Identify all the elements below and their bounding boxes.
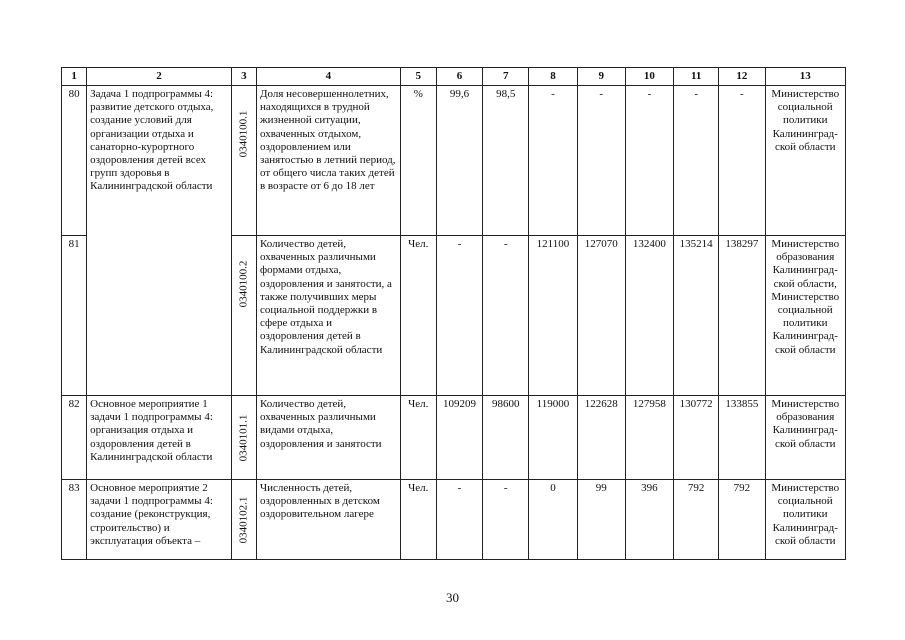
code-cell	[231, 236, 256, 396]
value-cell: 98,5	[483, 86, 529, 236]
value-cell: -	[436, 480, 482, 560]
code-cell	[231, 396, 256, 480]
indicator-cell: Численность детей, оздоровленных в детском оздоровительном лагере	[256, 480, 400, 560]
table-row	[62, 86, 846, 236]
value-cell: -	[674, 86, 719, 236]
header-cell: 10	[625, 68, 673, 86]
task-cell: Основное мероприятие 1 задачи 1 подпрограммы 4: организация отдыха и оздоровления детей в Калининградской области	[87, 396, 232, 480]
value-cell: 0	[529, 480, 577, 560]
code-cell	[231, 480, 256, 560]
task-cell: Основное мероприятие 2 задачи 1 подпрограммы 4: создание (реконструкция, строительство) и эксплуатация объекта –	[87, 480, 232, 560]
value-cell: -	[719, 86, 765, 236]
header-cell: 8	[529, 68, 577, 86]
value-cell: -	[436, 236, 482, 396]
indicator-code: 0340100.1	[237, 110, 250, 158]
value-cell: 792	[719, 480, 765, 560]
value-cell: -	[483, 236, 529, 396]
indicator-cell: Доля несовершеннолетних, находящихся в трудной жизненной ситуации, охваченных отдыхом, оздоровлением или занятостью в летний период, от общего числа таких детей в возрасте от 6 до 18 лет	[256, 86, 400, 236]
value-cell: -	[529, 86, 577, 236]
row-number: 82	[62, 396, 87, 480]
value-cell: 127070	[577, 236, 625, 396]
header-row	[62, 68, 846, 86]
header-cell: 3	[231, 68, 256, 86]
header-cell: 5	[400, 68, 436, 86]
unit-cell: %	[400, 86, 436, 236]
header-cell: 12	[719, 68, 765, 86]
value-cell: 396	[625, 480, 673, 560]
value-cell: 138297	[719, 236, 765, 396]
ministry-cell: Министерство социальной политики Калининград-ской области	[765, 480, 846, 560]
unit-cell: Чел.	[400, 396, 436, 480]
value-cell: 792	[674, 480, 719, 560]
header-cell: 2	[87, 68, 232, 86]
indicator-code: 0340102.1	[237, 496, 250, 544]
value-cell: 121100	[529, 236, 577, 396]
indicator-cell: Количество детей, охваченных различными формами отдыха, оздоровления и занятости, а также получивших меры социальной поддержки в сфере отдыха и оздоровления детей в Калининградской области	[256, 236, 400, 396]
value-cell: 119000	[529, 396, 577, 480]
header-cell: 11	[674, 68, 719, 86]
header-cell: 1	[62, 68, 87, 86]
indicator-code: 0340101.1	[237, 414, 250, 462]
indicator-code: 0340100.2	[237, 260, 250, 308]
ministry-cell: Министерство социальной политики Калининград-ской области	[765, 86, 846, 236]
header-cell: 6	[436, 68, 482, 86]
value-cell: 99,6	[436, 86, 482, 236]
header-cell: 7	[483, 68, 529, 86]
header-cell: 4	[256, 68, 400, 86]
value-cell: 109209	[436, 396, 482, 480]
value-cell: 99	[577, 480, 625, 560]
value-cell: 98600	[483, 396, 529, 480]
value-cell: -	[483, 480, 529, 560]
unit-cell: Чел.	[400, 236, 436, 396]
code-cell	[231, 86, 256, 236]
value-cell: 127958	[625, 396, 673, 480]
task-cell: Задача 1 подпрограммы 4: развитие детского отдыха, создание условий для организации отдыха и санаторно-курортного оздоровления детей всех групп здоровья в Калининградской области	[87, 86, 232, 396]
row-number: 83	[62, 480, 87, 560]
ministry-cell: Министерство образования Калининград-ской области	[765, 396, 846, 480]
ministry-cell: Министерство образования Калининград-ской области, Министерство социальной политики Калининград-ской области	[765, 236, 846, 396]
header-cell: 13	[765, 68, 846, 86]
value-cell: -	[625, 86, 673, 236]
unit-cell: Чел.	[400, 480, 436, 560]
value-cell: 135214	[674, 236, 719, 396]
value-cell: 133855	[719, 396, 765, 480]
value-cell: 130772	[674, 396, 719, 480]
row-number: 80	[62, 86, 87, 236]
table-row	[62, 396, 846, 480]
row-number: 81	[62, 236, 87, 396]
value-cell: 132400	[625, 236, 673, 396]
indicators-table	[61, 67, 846, 560]
indicator-cell: Количество детей, охваченных различными видами отдыха, оздоровления и занятости	[256, 396, 400, 480]
page-number: 30	[446, 590, 459, 605]
table-row	[62, 480, 846, 560]
value-cell: -	[577, 86, 625, 236]
header-cell: 9	[577, 68, 625, 86]
value-cell: 122628	[577, 396, 625, 480]
